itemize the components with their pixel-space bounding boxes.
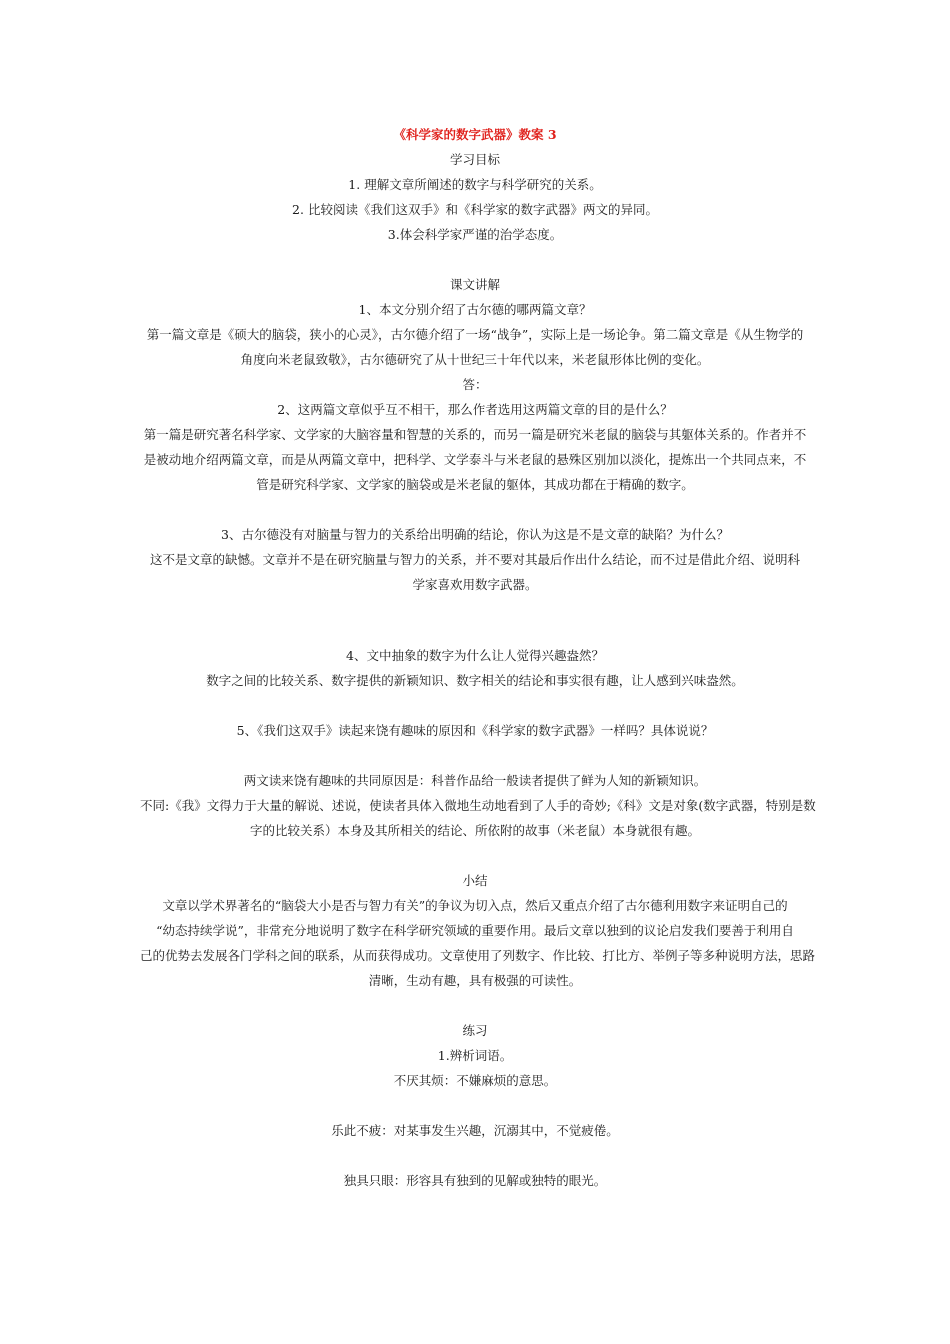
answer-3-line: 这不是文章的缺憾。文章并不是在研究脑量与智力的关系，并不要对其最后作出什么结论，而不过是借此介绍、说明科 bbox=[149, 552, 800, 567]
answer-2-line: 管是研究科学家、文学家的脑袋或是米老鼠的躯体，其成功都在于精确的数字。 bbox=[256, 477, 694, 492]
exercise-1: 1.辨析词语。 bbox=[437, 1048, 513, 1063]
answer-1-line: 角度向米老鼠致敬》，古尔德研究了从十世纪三十年代以来，米老鼠形体比例的变化。 bbox=[240, 352, 710, 367]
goal-item: 3.体会科学家严谨的治学态度。 bbox=[387, 227, 563, 242]
spacer bbox=[140, 247, 810, 272]
exercise-heading: 练习 bbox=[462, 1023, 488, 1038]
spacer bbox=[140, 743, 810, 768]
summary-line: 清晰，生动有趣，具有极强的可读性。 bbox=[368, 973, 582, 988]
summary-line: “幼态持续学说”，非常充分地说明了数字在科学研究领域的重要作用。最后文章以独到的议论启发我们要善于利用自 bbox=[156, 923, 794, 938]
answer-2-line: 是被动地介绍两篇文章，而是从两篇文章中，把科学、文学泰斗与米老鼠的悬殊区别加以淡化，提炼出一个共同点来，不 bbox=[143, 452, 807, 467]
answer-5-line: 字的比较关系）本身及其所相关的结论、所依附的故事（米老鼠）本身就很有趣。 bbox=[249, 823, 700, 838]
goal-item: 1. 理解文章所阐述的数字与科学研究的关系。 bbox=[348, 177, 602, 192]
summary-line: 己的优势去发展各门学科之间的联系，从而获得成功。文章使用了列数字、作比较、打比方、举例子等多种说明方法，思路 bbox=[140, 948, 816, 963]
lecture-heading: 课文讲解 bbox=[449, 277, 500, 292]
answer-1-line: 第一篇文章是《硕大的脑袋，狭小的心灵》，古尔德介绍了一场“战争”，实际上是一场论争。第二篇文章是《从生物学的 bbox=[146, 327, 804, 342]
summary-line: 文章以学术界著名的“脑袋大小是否与智力有关”的争议为切入点，然后又重点介绍了古尔德利用数字来证明自己的 bbox=[162, 898, 788, 913]
exercise-item: 独具只眼：形容具有独到的见解或独特的眼光。 bbox=[343, 1173, 607, 1188]
spacer bbox=[140, 597, 810, 643]
question-3: 3、古尔德没有对脑量与智力的关系给出明确的结论，你认为这是不是文章的缺陷？为什么？ bbox=[221, 527, 729, 542]
exercise-item: 不厌其烦：不嫌麻烦的意思。 bbox=[393, 1073, 557, 1088]
document-title: 《科学家的数字武器》教案 3 bbox=[393, 127, 557, 142]
spacer bbox=[140, 1143, 810, 1168]
answer-label: 答： bbox=[462, 377, 488, 392]
answer-3-line: 学家喜欢用数字武器。 bbox=[412, 577, 538, 592]
question-2: 2、这两篇文章似乎互不相干，那么作者选用这两篇文章的目的是什么？ bbox=[277, 402, 673, 417]
summary-heading: 小结 bbox=[462, 873, 488, 888]
answer-4: 数字之间的比较关系、数字提供的新颖知识、数字相关的结论和事实很有趣，让人感到兴味盎然。 bbox=[206, 673, 744, 688]
goal-item: 2. 比较阅读《我们这双手》和《科学家的数字武器》两文的异同。 bbox=[292, 202, 658, 217]
answer-5-line: 不同:《我》文得力于大量的解说、述说，使读者具体入微地生动地看到了人手的奇妙;《科》文是对象(数字武器，特别是数 bbox=[140, 798, 816, 813]
spacer bbox=[140, 843, 810, 868]
spacer bbox=[140, 497, 810, 522]
document-page bbox=[140, 122, 816, 1193]
question-4: 4、文中抽象的数字为什么让人觉得兴趣盎然？ bbox=[346, 648, 604, 663]
exercise-item: 乐此不疲：对某事发生兴趣，沉溺其中，不觉疲倦。 bbox=[331, 1123, 619, 1138]
answer-2-line: 第一篇是研究著名科学家、文学家的大脑容量和智慧的关系的，而另一篇是研究米老鼠的脑袋与其躯体关系的。作者并不 bbox=[143, 427, 807, 442]
question-1: 1、本文分别介绍了古尔德的哪两篇文章？ bbox=[358, 302, 592, 317]
goals-heading: 学习目标 bbox=[449, 152, 500, 167]
question-5: 5、《我们这双手》读起来饶有趣味的原因和《科学家的数字武器》一样吗？具体说说？ bbox=[236, 723, 714, 738]
spacer bbox=[140, 693, 810, 718]
spacer bbox=[140, 1093, 810, 1118]
spacer bbox=[140, 993, 810, 1018]
answer-5-line: 两文读来饶有趣味的共同原因是：科普作品给一般读者提供了鲜为人知的新颖知识。 bbox=[243, 773, 707, 788]
